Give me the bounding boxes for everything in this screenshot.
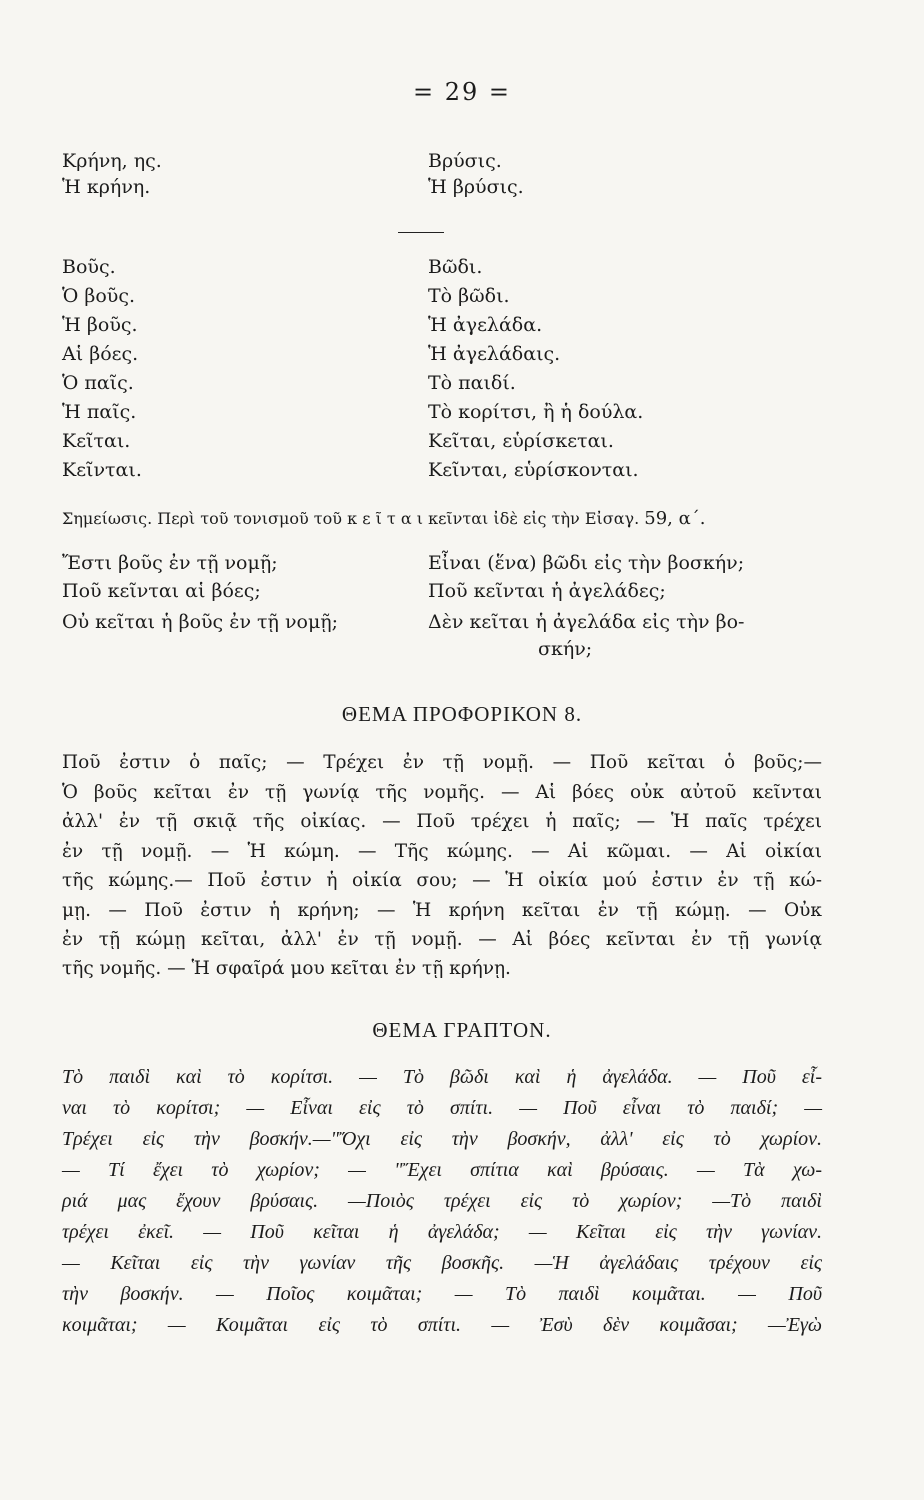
page-number: = 29 = xyxy=(412,78,511,106)
oral-line: ἀλλ' ἐν τῇ σκιᾷ τῆς οἰκίας. — Ποῦ τρέχει ἡ παῖς; — Ἡ παῖς τρέχει xyxy=(62,811,822,832)
vocab-ancient: Ἡ κρήνη. xyxy=(62,176,151,198)
written-line: τρέχει ἐκεῖ. — Ποῦ κεῖται ἡ ἀγελάδα; — Κεῖται εἰς τὴν γωνίαν. xyxy=(62,1221,822,1243)
vocab-ancient: Ἡ παῖς. xyxy=(62,401,137,423)
written-line: τὴν βοσκήν. — Ποῖος κοιμᾶται; — Τὸ παιδὶ κοιμᾶται. — Ποῦ xyxy=(62,1283,822,1305)
oral-line: μῃ. — Ποῦ ἐστιν ἡ κρήνη; — Ἡ κρήνη κεῖται ἐν τῇ κώμῃ. — Οὐκ xyxy=(62,900,822,921)
vocab-ancient: Βοῦς. xyxy=(62,256,116,278)
note-line xyxy=(62,508,842,529)
vocab-modern: Τὸ κορίτσι, ἢ ἡ δούλα. xyxy=(428,401,644,423)
written-line: Τρέχει εἰς τὴν βοσκήν.—"Ὄχι εἰς τὴν βοσκήν, ἀλλ' εἰς τὸ χωρίον. xyxy=(62,1128,822,1150)
question-modern: Εἶναι (ἕνα) βῶδι εἰς τὴν βοσκήν; xyxy=(428,552,745,574)
vocab-ancient: Κεῖται. xyxy=(62,430,131,452)
written-line: — Κεῖται εἰς τὴν γωνίαν τῆς βοσκῆς. —Ἡ ἀγελάδαις τρέχουν εἰς xyxy=(62,1252,822,1274)
written-line: κοιμᾶται; — Κοιμᾶται εἰς τὸ σπίτι. — Ἐσὺ δὲν κοιμᾶσαι; —Ἐγὼ xyxy=(62,1314,822,1336)
note-text: Περὶ τοῦ τονισμοῦ τοῦ κ ε ῖ τ α ι κεῖνται ἰδὲ εἰς τὴν Εἰσαγ. xyxy=(157,509,640,528)
oral-line: Ποῦ ἐστιν ὁ παῖς; — Τρέχει ἐν τῇ νομῇ. — Ποῦ κεῖται ὁ βοῦς;— xyxy=(62,752,822,773)
oral-line: ἐν τῇ κώμῃ κεῖται, ἀλλ' ἐν τῇ νομῇ. — Αἱ βόες κεῖνται ἐν τῇ γωνίᾳ xyxy=(62,929,822,950)
vocab-ancient: Αἱ βόες. xyxy=(62,343,139,365)
written-line: ριά μας ἔχουν βρύσαις. —Ποιὸς τρέχει εἰς τὸ χωρίον; —Τὸ παιδὶ xyxy=(62,1190,822,1212)
vocab-modern: Ἡ ἀγελάδα. xyxy=(428,314,543,336)
vocab-ancient: Ἡ βοῦς. xyxy=(62,314,138,336)
vocab-modern: Βῶδι. xyxy=(428,256,483,278)
written-line: ναι τὸ κορίτσι; — Εἶναι εἰς τὸ σπίτι. — Ποῦ εἶναι τὸ παιδί; — xyxy=(62,1097,822,1119)
oral-line: τῆς νομῆς. — Ἡ σφαῖρά μου κεῖται ἐν τῇ κρήνῃ. xyxy=(62,958,511,979)
note-reference: 59, α΄. xyxy=(644,508,706,529)
question-modern: Ποῦ κεῖνται ἡ ἀγελάδες; xyxy=(428,580,666,602)
vocab-modern: Τὸ παιδί. xyxy=(428,372,516,394)
vocab-ancient: Ὁ παῖς. xyxy=(62,372,134,394)
question-ancient: Ἔστι βοῦς ἐν τῇ νομῇ; xyxy=(62,552,278,574)
vocab-modern: Κεῖνται, εὑρίσκονται. xyxy=(428,459,639,481)
written-line: Τὸ παιδὶ καὶ τὸ κορίτσι. — Τὸ βῶδι καὶ ἡ ἀγελάδα. — Ποῦ εἶ- xyxy=(62,1066,822,1088)
vocab-ancient: Κεῖνται. xyxy=(62,459,142,481)
vocab-modern: Ἡ βρύσις. xyxy=(428,176,524,198)
question-ancient: Οὐ κεῖται ἡ βοῦς ἐν τῇ νομῇ; xyxy=(62,611,339,633)
oral-line: ἐν τῇ νομῇ. — Ἡ κώμη. — Τῆς κώμης. — Αἱ κῶμαι. — Αἱ οἰκίαι xyxy=(62,841,822,862)
question-modern: σκήν; xyxy=(538,638,593,660)
vocab-modern: Βρύσις. xyxy=(428,150,502,172)
heading-oral-exercise: ΘΕΜΑ ΠΡΟΦΟΡΙΚΟΝ 8. xyxy=(341,702,583,726)
heading-written-exercise: ΘΕΜΑ ΓΡΑΠΤΟΝ. xyxy=(372,1018,552,1042)
vocab-modern: Κεῖται, εὑρίσκεται. xyxy=(428,430,614,452)
written-line: — Τί ἔχει τὸ χωρίον; — "Ἔχει σπίτια καὶ βρύσαις. — Τὰ χω- xyxy=(62,1159,822,1181)
section-divider xyxy=(398,232,444,233)
question-modern: Δὲν κεῖται ἡ ἀγελάδα εἰς τὴν βο- xyxy=(428,611,745,633)
note-label: Σημείωσις. xyxy=(62,509,153,528)
vocab-modern: Ἡ ἀγελάδαις. xyxy=(428,343,561,365)
question-ancient: Ποῦ κεῖνται αἱ βόες; xyxy=(62,580,261,602)
vocab-ancient: Ὁ βοῦς. xyxy=(62,285,136,307)
oral-line: Ὁ βοῦς κεῖται ἐν τῇ γωνίᾳ τῆς νομῆς. — Αἱ βόες οὐκ αὐτοῦ κεῖνται xyxy=(62,782,822,803)
vocab-ancient: Κρήνη, ης. xyxy=(62,150,162,172)
oral-line: τῆς κώμης.— Ποῦ ἐστιν ἡ οἰκία σου; — Ἡ οἰκία μού ἐστιν ἐν τῇ κώ- xyxy=(62,870,822,891)
vocab-modern: Τὸ βῶδι. xyxy=(428,285,510,307)
